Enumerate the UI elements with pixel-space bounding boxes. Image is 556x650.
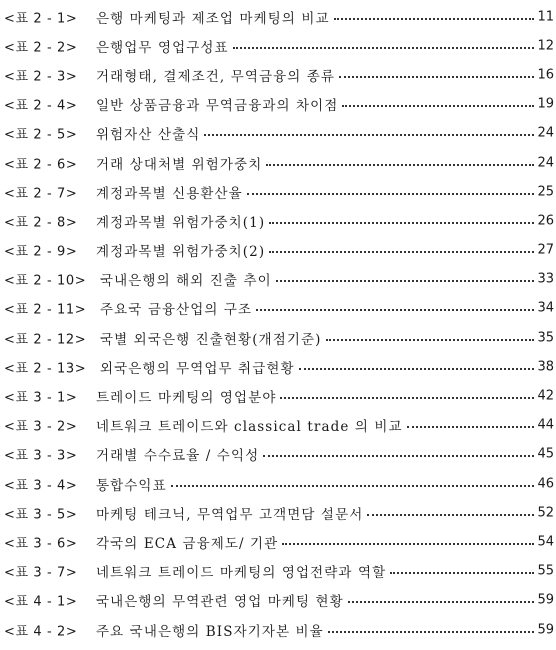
- table-number-label: <표 2 - 5>: [4, 127, 78, 143]
- entry-title-line: [96, 182, 536, 202]
- toc-entry[interactable]: [0, 557, 556, 586]
- page-number: 55: [537, 563, 554, 579]
- table-title: 주요국 금융산업의 구조: [100, 302, 253, 319]
- dot-leader: [269, 250, 534, 253]
- dot-leader: [256, 308, 534, 311]
- toc-entry[interactable]: [0, 265, 556, 294]
- entry-title-line: [96, 474, 536, 494]
- table-number-label: <표 2 - 6>: [4, 157, 78, 173]
- toc-entry[interactable]: [0, 381, 556, 410]
- toc-entry[interactable]: [0, 527, 556, 556]
- page-number: 12: [537, 38, 554, 54]
- table-title: 각국의 ECA 금융제도/ 기관: [96, 535, 279, 552]
- table-number-label: <표 2 - 4>: [4, 98, 78, 114]
- table-title: 국내은행의 해외 진출 추이: [100, 273, 272, 290]
- page-number: 59: [537, 592, 554, 608]
- dot-leader: [233, 46, 534, 49]
- entry-title-line: [100, 357, 536, 377]
- toc-entry[interactable]: [0, 177, 556, 206]
- page-number: 52: [537, 505, 554, 521]
- table-number-label: <표 3 - 1>: [4, 390, 78, 406]
- entry-title-line: [96, 36, 536, 56]
- table-number-label: <표 4 - 1>: [4, 594, 78, 610]
- entry-title-line: [96, 503, 536, 523]
- page-number: 19: [537, 96, 554, 112]
- page-number: 38: [537, 359, 554, 375]
- table-number-label: <표 3 - 7>: [4, 565, 78, 581]
- toc-entry[interactable]: [0, 2, 556, 31]
- toc-entry[interactable]: [0, 352, 556, 381]
- dot-leader: [266, 163, 534, 166]
- table-number-label: <표 2 - 12>: [4, 332, 87, 348]
- table-title: 마케팅 테크닉, 무역업무 고객면담 설문서: [96, 506, 364, 523]
- page-number: 24: [537, 155, 554, 171]
- table-number-label: <표 3 - 6>: [4, 536, 78, 552]
- dot-leader: [339, 75, 534, 78]
- toc-entry[interactable]: [0, 498, 556, 527]
- entry-title-line: [100, 298, 536, 318]
- dot-leader: [326, 338, 535, 341]
- table-number-label: <표 2 - 13>: [4, 361, 87, 377]
- table-title: 일반 상품금융과 무역금융과의 차이점: [96, 98, 339, 115]
- table-number-label: <표 3 - 2>: [4, 419, 78, 435]
- dot-leader: [299, 367, 534, 370]
- page-number: 27: [537, 242, 554, 258]
- entry-title-line: [96, 65, 536, 85]
- toc-entry[interactable]: [0, 60, 556, 89]
- dot-leader: [276, 279, 534, 282]
- dot-leader: [407, 425, 534, 428]
- toc-entry[interactable]: [0, 31, 556, 60]
- table-title: 은행업무 영업구성표: [96, 39, 229, 56]
- entry-title-line: [96, 590, 536, 610]
- table-title: 계정과목별 위험가중치(2): [96, 244, 266, 261]
- table-title: 거래별 수수료율 / 수익성: [96, 448, 260, 465]
- entry-title-line: [96, 153, 536, 173]
- table-title: 통합수익표: [96, 477, 167, 494]
- table-number-label: <표 2 - 10>: [4, 273, 87, 289]
- table-number-label: <표 2 - 7>: [4, 186, 78, 202]
- entry-title-line: [96, 532, 536, 552]
- page-number: 26: [537, 213, 554, 229]
- dot-leader: [328, 630, 534, 633]
- entry-title-line: [96, 94, 536, 114]
- dot-leader: [263, 454, 534, 457]
- table-number-label: <표 3 - 4>: [4, 478, 78, 494]
- page-number: 33: [537, 271, 554, 287]
- entry-title-line: [96, 123, 536, 143]
- page-number: 44: [537, 417, 554, 433]
- entry-title-line: [96, 211, 536, 231]
- dot-leader: [247, 192, 534, 195]
- toc-entry[interactable]: [0, 294, 556, 323]
- toc-entry[interactable]: [0, 440, 556, 469]
- dot-leader: [171, 484, 534, 487]
- table-of-tables: [0, 2, 556, 644]
- dot-leader: [204, 133, 534, 136]
- table-number-label: <표 2 - 9>: [4, 244, 78, 260]
- table-number-label: <표 4 - 2>: [4, 624, 78, 640]
- table-title: 국별 외국은행 진출현황(개점기준): [100, 331, 322, 348]
- dot-leader: [348, 600, 534, 603]
- page-number: 54: [537, 534, 554, 550]
- toc-entry[interactable]: [0, 206, 556, 235]
- page-number: 24: [537, 125, 554, 141]
- entry-title-line: [96, 620, 536, 640]
- dot-leader: [282, 542, 534, 545]
- toc-entry[interactable]: [0, 90, 556, 119]
- dot-leader: [269, 221, 534, 224]
- table-title: 주요 국내은행의 BIS자기자본 비율: [96, 623, 324, 640]
- dot-leader: [342, 104, 534, 107]
- toc-entry[interactable]: [0, 411, 556, 440]
- table-title: 은행 마케팅과 제조업 마케팅의 비교: [96, 10, 330, 27]
- page-number: 34: [537, 300, 554, 316]
- toc-entry[interactable]: [0, 586, 556, 615]
- table-number-label: <표 2 - 3>: [4, 69, 78, 85]
- toc-entry[interactable]: [0, 236, 556, 265]
- toc-entry[interactable]: [0, 323, 556, 352]
- entry-title-line: [96, 7, 536, 27]
- page-number: 59: [537, 622, 554, 638]
- table-number-label: <표 2 - 1>: [4, 11, 78, 27]
- page-number: 45: [537, 446, 554, 462]
- entry-title-line: [96, 240, 536, 260]
- table-title: 계정과목별 신용환산율: [96, 185, 243, 202]
- entry-title-line: [100, 269, 536, 289]
- toc-entry[interactable]: [0, 469, 556, 498]
- entry-title-line: [96, 561, 536, 581]
- table-title: 거래 상대처별 위험가중치: [96, 156, 263, 173]
- toc-entry[interactable]: [0, 119, 556, 148]
- table-number-label: <표 3 - 5>: [4, 507, 78, 523]
- page-number: 35: [537, 330, 554, 346]
- page-number: 42: [537, 388, 554, 404]
- page-number: 25: [537, 184, 554, 200]
- table-title: 계정과목별 위험가중치(1): [96, 214, 266, 231]
- table-title: 국내은행의 무역관련 영업 마케팅 현황: [96, 594, 344, 611]
- entry-title-line: [100, 328, 536, 348]
- table-title: 외국은행의 무역업무 취급현황: [100, 360, 295, 377]
- page-number: 16: [537, 67, 554, 83]
- toc-entry[interactable]: [0, 148, 556, 177]
- table-number-label: <표 2 - 2>: [4, 40, 78, 56]
- table-title: 네트워크 트레이드와 classical trade 의 비교: [96, 419, 403, 436]
- table-number-label: <표 3 - 3>: [4, 448, 78, 464]
- dot-leader: [334, 17, 534, 20]
- entry-title-line: [96, 386, 536, 406]
- table-number-label: <표 2 - 8>: [4, 215, 78, 231]
- entry-title-line: [96, 415, 536, 435]
- dot-leader: [367, 513, 534, 516]
- table-title: 트레이드 마케팅의 영업분야: [96, 390, 277, 407]
- toc-entry[interactable]: [0, 615, 556, 644]
- page-number: 46: [537, 476, 554, 492]
- entry-title-line: [96, 444, 536, 464]
- dot-leader: [280, 396, 534, 399]
- table-title: 네트워크 트레이드 마케팅의 영업전략과 역할: [96, 565, 387, 582]
- page-number: 11: [537, 9, 554, 25]
- dot-leader: [390, 571, 534, 574]
- table-title: 거래형태, 결제조건, 무역금융의 종류: [96, 68, 336, 85]
- table-number-label: <표 2 - 11>: [4, 302, 87, 318]
- table-title: 위험자산 산출식: [96, 127, 201, 144]
